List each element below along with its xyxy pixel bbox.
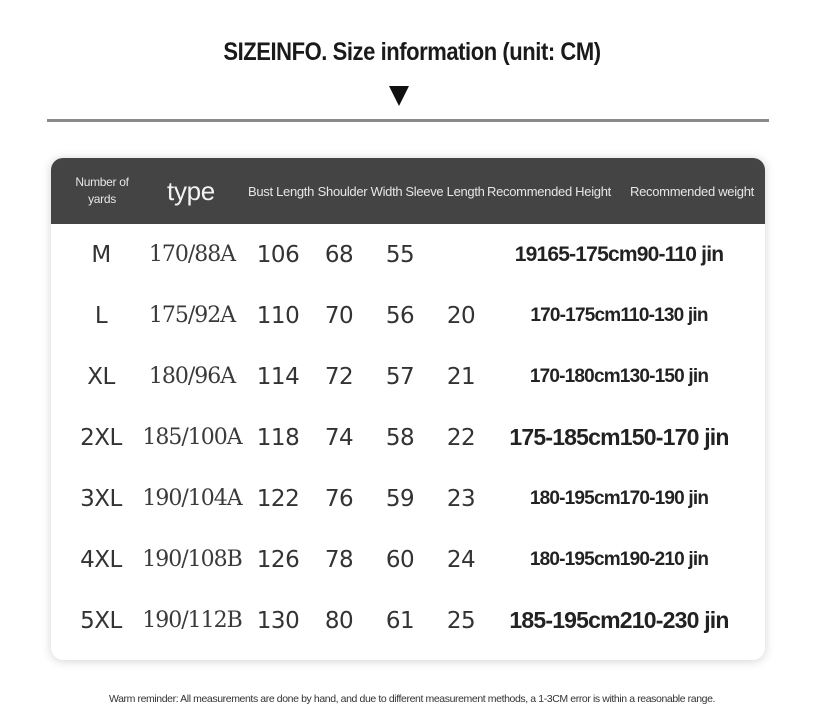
cell-type: 185/100A (142, 425, 242, 450)
cell-sleeve: 55 (385, 241, 415, 268)
table-header (51, 158, 765, 224)
cell-height-weight: 185-195cm210-230 jin (509, 607, 729, 633)
cell-size: L (94, 302, 108, 329)
cell-sleeve: 60 (385, 546, 415, 573)
cell-bust: 122 (256, 485, 300, 512)
cell-bust: 118 (256, 424, 300, 451)
cell-extra: 22 (446, 424, 476, 451)
cell-type: 170/88A (148, 242, 236, 267)
table-row (51, 590, 765, 651)
cell-type: 180/96A (148, 364, 236, 389)
header-recommended-height: Recommended Height (487, 183, 611, 199)
cell-height-weight: 170-175cm110-130 jin (530, 304, 708, 326)
cell-sleeve: 58 (385, 424, 415, 451)
cell-size: 2XL (80, 424, 122, 451)
page-title: SIZEINFO. Size information (unit: CM) (223, 38, 601, 66)
cell-bust: 130 (256, 607, 300, 634)
cell-extra: 21 (446, 363, 476, 390)
size-table (51, 158, 765, 660)
cell-bust: 106 (256, 241, 300, 268)
cell-type: 190/108B (142, 547, 242, 572)
header-sleeve-length: Sleeve Length (405, 183, 485, 199)
cell-shoulder: 72 (324, 363, 354, 390)
divider (47, 119, 769, 122)
header-bust-length: Bust Length (247, 183, 315, 199)
cell-shoulder: 76 (324, 485, 354, 512)
cell-type: 190/112B (142, 608, 242, 633)
cell-size: M (91, 241, 111, 268)
cell-height-weight: 180-195cm190-210 jin (529, 548, 709, 570)
cell-height-weight: 19165-175cm90-110 jin (514, 242, 724, 266)
cell-sleeve: 57 (385, 363, 415, 390)
cell-height-weight: 170-180cm130-150 jin (529, 365, 709, 387)
cell-shoulder: 68 (324, 241, 354, 268)
cell-size: 5XL (80, 607, 122, 634)
cell-sleeve: 59 (385, 485, 415, 512)
cell-shoulder: 70 (324, 302, 354, 329)
header-shoulder-width: Shoulder Width (317, 183, 403, 199)
table-row (51, 346, 765, 407)
cell-extra: 23 (446, 485, 476, 512)
cell-extra: 25 (446, 607, 476, 634)
cell-type: 175/92A (148, 303, 236, 328)
cell-type: 190/104A (142, 486, 242, 511)
cell-extra: 20 (446, 302, 476, 329)
cell-bust: 110 (256, 302, 300, 329)
cell-shoulder: 80 (324, 607, 354, 634)
cell-bust: 114 (256, 363, 300, 390)
cell-sleeve: 56 (385, 302, 415, 329)
cell-bust: 126 (256, 546, 300, 573)
cell-shoulder: 74 (324, 424, 354, 451)
table-row (51, 468, 765, 529)
cell-height-weight: 175-185cm150-170 jin (509, 424, 729, 450)
header-type: type (167, 175, 215, 206)
warm-reminder: Warm reminder: All measurements are done by hand, and due to different measurement methods, a 1-3CM error is within a reasonable range. (108, 693, 716, 705)
cell-extra (433, 224, 489, 285)
cell-sleeve: 61 (385, 607, 415, 634)
cell-extra: 24 (446, 546, 476, 573)
cell-size: 4XL (80, 546, 122, 573)
table-row (51, 224, 765, 285)
table-row (51, 407, 765, 468)
cell-shoulder: 78 (324, 546, 354, 573)
table-row (51, 285, 765, 346)
cell-size: 3XL (80, 485, 122, 512)
header-number-of-yards: Number of yards (75, 175, 129, 206)
header-recommended-weight: Recommended weight (630, 183, 754, 199)
down-arrow-icon (389, 86, 409, 106)
cell-size: XL (87, 363, 115, 390)
table-row (51, 529, 765, 590)
cell-height-weight: 180-195cm170-190 jin (529, 487, 709, 509)
